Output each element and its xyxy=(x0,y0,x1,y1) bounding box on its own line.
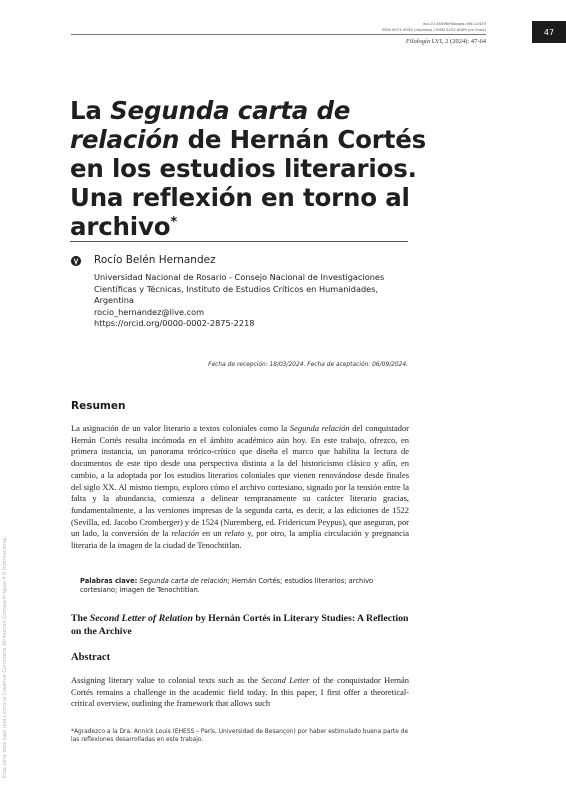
page-number-box xyxy=(532,21,566,43)
journal-issue: LVI, 2 (2024): 47-64 xyxy=(431,38,486,45)
affiliation-line: Universidad Nacional de Rosario - Consejo Nacional de Investigaciones xyxy=(94,272,385,282)
english-title: The Second Letter of Relation by Hernán Cortés in Literary Studies: A Reflection on the Archive xyxy=(71,613,409,637)
orcid-icon[interactable] xyxy=(71,256,81,266)
keywords-label: Palabras clave: xyxy=(80,577,138,585)
title-footnote-mark[interactable]: * xyxy=(170,214,177,230)
title-rule xyxy=(70,241,408,242)
issn-text: ISSN 0071-495X (impresa) / ISSN 2422-6009 (en línea) xyxy=(382,27,486,32)
resumen-heading: Resumen xyxy=(71,400,126,412)
title-part-2: de Hernán Cortés en los estudios literarios. Una reflexión en torno al archivo xyxy=(70,125,427,241)
journal-reference xyxy=(406,38,486,45)
submission-dates: Fecha de recepción: 18/03/2024. Fecha de aceptación: 06/09/2024. xyxy=(208,362,408,368)
keywords-rest: ; Hernán Cortés; estudios literarios; archivo cortesiano; imagen de Tenochtitlan. xyxy=(80,577,374,594)
doi-text[interactable]: doi.10.34096/filologia.n56.14433 xyxy=(422,21,486,26)
affiliation-line: Científicas y Técnicas, Instituto de Estudios Críticos en Humanidades, xyxy=(94,283,379,294)
keywords-italic: Segunda carta de relación xyxy=(139,577,228,585)
keywords xyxy=(80,577,410,594)
abstract-heading: Abstract xyxy=(71,652,111,663)
author-email[interactable]: rocio_hernandez@live.com xyxy=(94,306,205,317)
resumen-text: La asignación de un valor literario a textos coloniales como la Segunda relación del conquistador Hernán Cortés resulta incómoda en el ámbito académico aún hoy. En este trabajo, ofrezco, en primera instancia, un panorama teórico-crítico que diseña el marco que habilita la lectura de documentos de este tipo desde una perspectiva distinta a la del historicismo clásico y afín, en cambio, a la adoptada por los estudios literarios coloniales que vienen renovándose desde finales del siglo XX. Al mismo tiempo, exploro cómo el archivo cortesiano, signado por la tensión entre la falta y la abundancia, comienza a delinear tempranamente su carácter literario gracias, fundamentalmente, a las versiones impresas de la segunda carta, es decir, a las ediciones de 1522 (Sevilla, ed. Jacobo Cromberger) y de 1524 (Nuremberg, ed. Fridericum Peypus), que aseguran, por un lado, la conversión de la relación en un relato y, por otro, la amplia circulación y pregnancia literaria de la imagen de la ciudad de Tenochtitlan. xyxy=(71,423,409,551)
affiliation-line: Argentina xyxy=(94,295,134,305)
page-number: 47 xyxy=(543,27,555,37)
article-title xyxy=(70,96,450,241)
author-orcid-link[interactable]: https://orcid.org/0000-0002-2875-2218 xyxy=(94,318,255,328)
header-rule xyxy=(71,34,486,35)
author-name: Rocío Belén Hernandez xyxy=(94,254,216,266)
license-note[interactable]: Esta obra está bajo una Licencia Creative Commons Atribución-CompartirIgual 4.0 Internacional. xyxy=(2,535,8,778)
author-affiliation xyxy=(94,272,414,330)
footnote: *Agradezco a la Dra. Annick Louis (EHESS – París, Universidad de Besançon) por haber estimulado buena parte de las reflexiones desarrolladas en este trabajo. xyxy=(71,729,409,744)
title-italic: Segunda carta de relación xyxy=(70,96,351,154)
journal-name: Filología xyxy=(405,38,431,45)
title-part-1: La xyxy=(70,96,111,125)
abstract-text: Assigning literary value to colonial texts such as the Second Letter of the conquistador Hernán Cortés remains a challenge in the academic field today. In this paper, I first offer a theoretical-critical overview, outlining the framework that allows such xyxy=(71,675,409,709)
header-identifiers xyxy=(286,21,486,33)
